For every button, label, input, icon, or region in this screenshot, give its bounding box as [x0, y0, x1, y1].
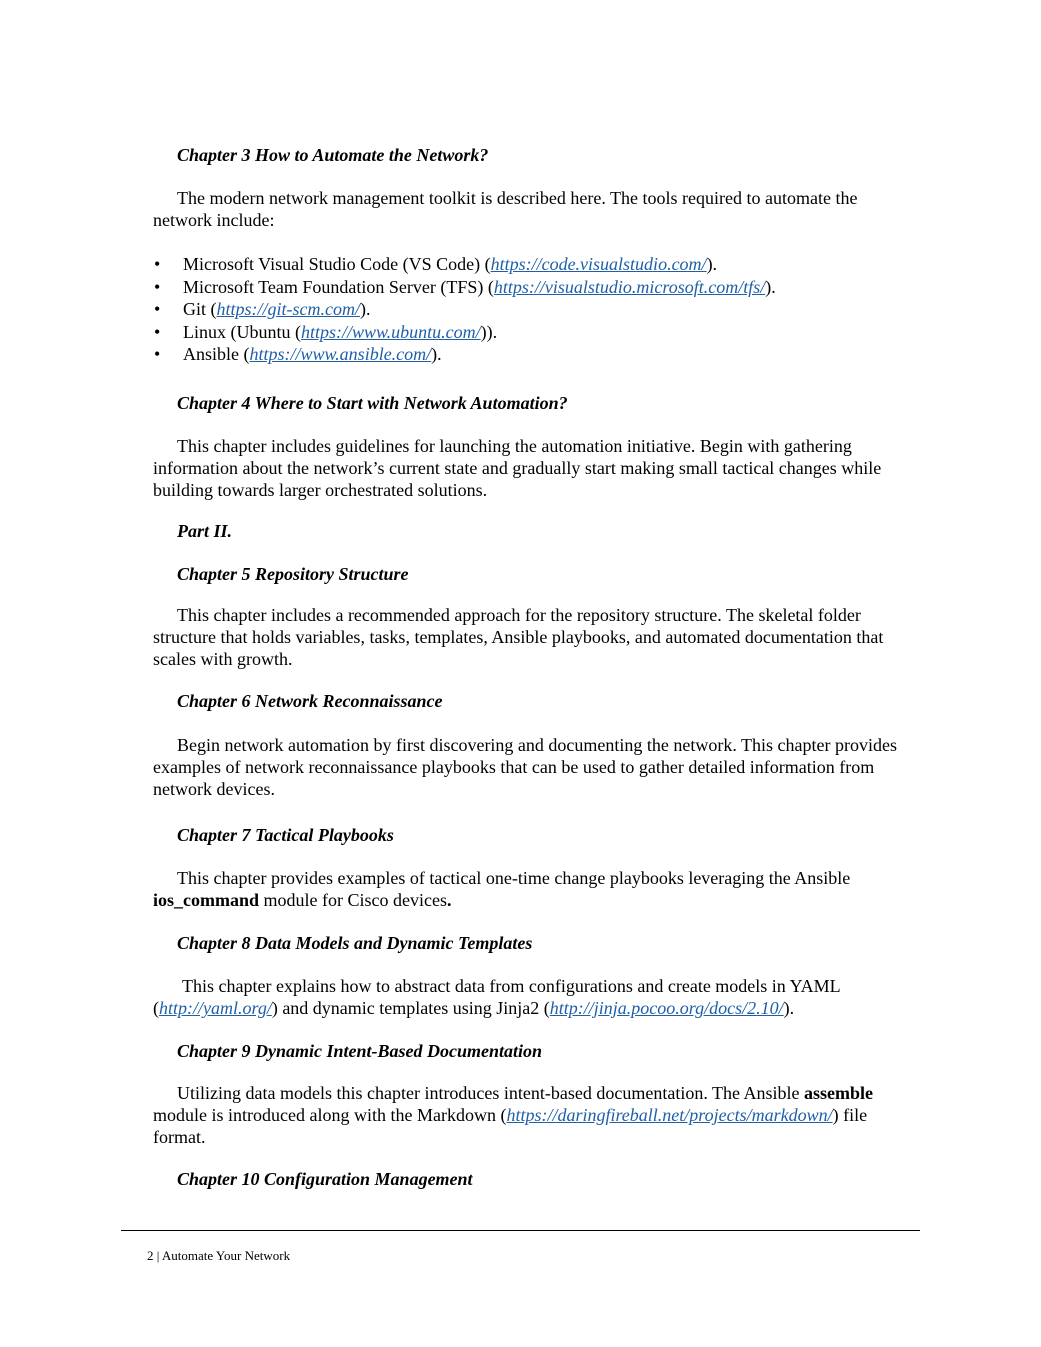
chapter-6-heading: Chapter 6 Network Reconnaissance: [177, 691, 443, 711]
ansible-link[interactable]: https://www.ansible.com/: [249, 344, 432, 364]
tool-tail: ).: [359, 299, 371, 319]
tool-name: Microsoft Visual Studio Code (VS Code) (: [183, 254, 491, 274]
chapter-4-body: This chapter includes guidelines for launching the automation initiative. Begin with gathering information about the network’s current state and gradually start making small tactical changes while building towards larger orchestrated solutions.: [153, 436, 882, 500]
yaml-link[interactable]: http://yaml.org/: [159, 998, 272, 1018]
ubuntu-link[interactable]: https://www.ubuntu.com/: [300, 321, 481, 342]
jinja-link[interactable]: http://jinja.pocoo.org/docs/2.10/: [549, 998, 784, 1018]
chapter-7-period: .: [446, 890, 452, 910]
list-item: [153, 253, 918, 276]
tool-name: Microsoft Team Foundation Server (TFS) (: [183, 276, 494, 297]
footer-divider: [121, 1230, 920, 1231]
tfs-link[interactable]: https://visualstudio.microsoft.com/tfs/: [493, 276, 766, 297]
chapter-8-body: [153, 975, 918, 1019]
ios-command-module: ios_command: [153, 890, 260, 910]
tool-tail: ).: [431, 344, 442, 364]
tool-name: Ansible (: [183, 344, 250, 364]
tool-name: Git (: [183, 299, 217, 319]
chapter-7-heading: Chapter 7 Tactical Playbooks: [177, 825, 394, 845]
list-item: [153, 298, 918, 321]
tool-tail: )).: [480, 321, 498, 342]
chapter-7-body: [153, 867, 918, 911]
page-footer: 2 | Automate Your Network: [147, 1248, 291, 1263]
chapter-6-body: Begin network automation by first discovering and documenting the network. This chapter provides examples of network reconnaissance playbooks that can be used to gather detailed information from network devices.: [153, 735, 898, 799]
chapter-10-heading: Chapter 10 Configuration Management: [177, 1169, 473, 1189]
chapter-8-heading: Chapter 8 Data Models and Dynamic Templates: [177, 933, 533, 953]
tool-list: [153, 253, 918, 366]
git-link[interactable]: https://git-scm.com/: [216, 299, 360, 319]
chapter-3-heading: Chapter 3 How to Automate the Network?: [177, 145, 489, 165]
chapter-9-text-middle: module is introduced along with the Markdown (: [153, 1105, 507, 1125]
list-item: [153, 276, 918, 299]
chapter-9-heading: Chapter 9 Dynamic Intent-Based Documentation: [177, 1041, 543, 1061]
chapter-7-text: This chapter provides examples of tactical one-time change playbooks leveraging the Ansible: [177, 868, 851, 888]
chapter-9-body: [153, 1082, 918, 1148]
vscode-link[interactable]: https://code.visualstudio.com/: [490, 254, 707, 274]
bullet-icon: •: [154, 299, 161, 319]
chapter-7-text-end: module for Cisco devices: [259, 890, 447, 910]
bullet-icon: •: [154, 276, 161, 297]
bullet-icon: •: [154, 254, 161, 274]
part-2-heading: Part II.: [177, 521, 233, 541]
chapter-9-text: Utilizing data models this chapter introduces intent-based documentation. The Ansible: [177, 1083, 805, 1103]
list-item: [153, 343, 918, 366]
assemble-module: assemble: [804, 1083, 874, 1103]
tool-tail: ).: [765, 276, 776, 297]
chapter-8-text-end: ).: [783, 998, 795, 1018]
bullet-icon: •: [154, 321, 161, 342]
tool-name: Linux (Ubuntu (: [183, 321, 301, 342]
bullet-icon: •: [154, 344, 161, 364]
chapter-8-text-middle: ) and dynamic templates using Jinja2 (: [271, 998, 550, 1018]
chapter-5-body: This chapter includes a recommended approach for the repository structure. The skeletal folder structure that holds variables, tasks, templates, Ansible playbooks, and automated documentation that scales with growth.: [153, 605, 884, 669]
chapter-3-intro: The modern network management toolkit is described here. The tools required to automate the network include:: [153, 188, 858, 230]
tool-tail: ).: [706, 254, 718, 274]
chapter-5-heading: Chapter 5 Repository Structure: [177, 564, 409, 584]
list-item: [153, 321, 918, 344]
chapter-9-text-end: ) file format.: [153, 1105, 868, 1147]
markdown-link[interactable]: https://daringfireball.net/projects/markdown/: [506, 1105, 833, 1125]
chapter-4-heading: Chapter 4 Where to Start with Network Automation?: [177, 393, 568, 413]
chapter-8-text: This chapter explains how to abstract data from configurations and create models in YAML (: [153, 976, 840, 1018]
